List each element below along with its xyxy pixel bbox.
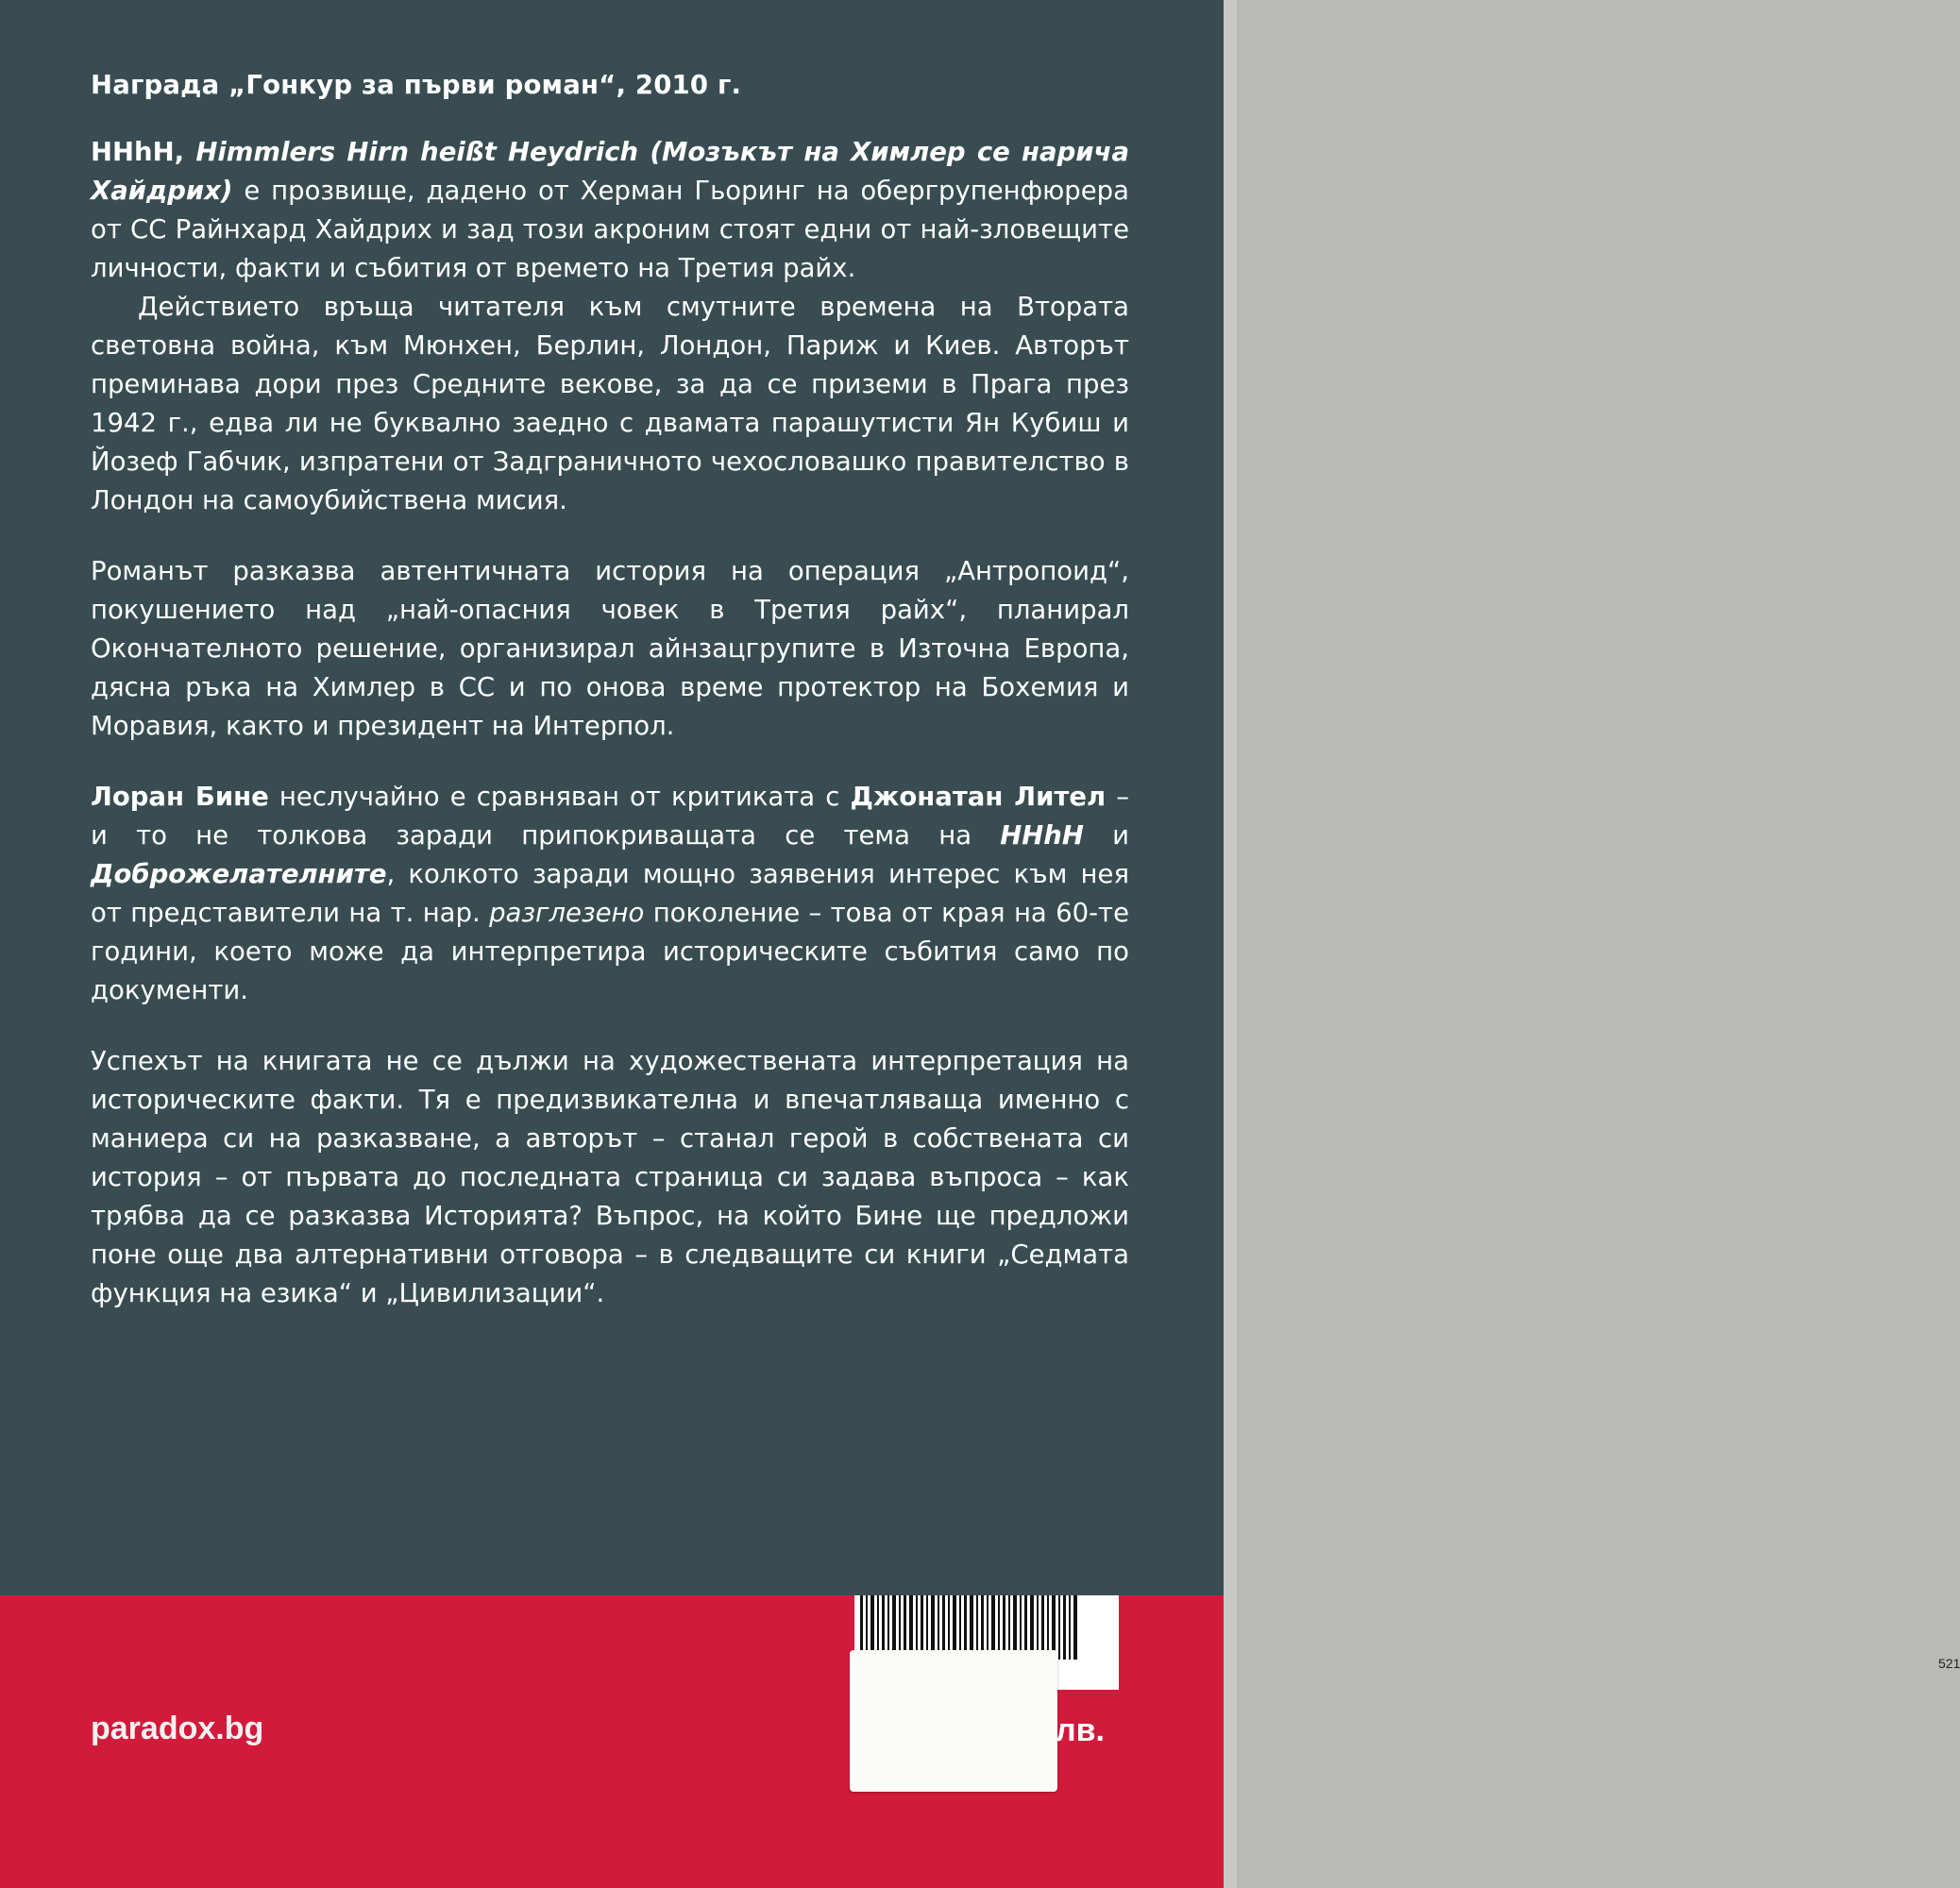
title-acronym: HHhH, [91, 137, 196, 167]
p4-text-d: – и то не толкова заради припокриващата се тема на [91, 782, 1129, 851]
paragraph-4 [91, 778, 1129, 1010]
author-name: Лоран Бине [91, 782, 269, 812]
barcode-digits: 521 [1938, 1656, 1960, 1671]
book-title-hhhh: HHhH [1000, 820, 1084, 851]
paragraph-3: Романът разказва автентичната история на операция „Антропоид“, покушението над „най-опасния човек в Третия райх“, планирал Окончателното решение, организирал айнзацгрупите в Източна Европа, дясна ръка на Химлер в СС и по онова време протектор на Бохемия и Моравия, както и президент на Интерпол. [91, 556, 1129, 741]
blurb [91, 66, 1129, 1313]
footer-band [0, 1595, 1960, 1888]
paragraph-1 [91, 133, 1129, 288]
compared-author: Джонатан Лител [850, 782, 1107, 812]
italic-word: разглезено [489, 898, 645, 928]
paragraph-5: Успехът на книгата не се дължи на художествената интерпретация на историческите факти. Тя е предизвикателна и впечатляваща именно с маниера си на разказване, а авторът – станал герой в собствената си история – от първата до последната страница си задава въпроса – как трябва да се разказва Историята? Въпрос, на който Бине ще предложи поне още два алтернативни отговора – в следващите си книги „Седмата функция на езика“ и „Цивилизации“. [91, 1046, 1129, 1308]
paragraph-1-text: е прозвище, дадено от Херман Гьоринг на обергрупенфюрера от СС Райнхард Хайдрих и зад този акроним стоят едни от най-зловещите личности, факти и събития от времето на Третия райх. [91, 176, 1129, 283]
paragraph-2: Действието връща читателя към смутните времена на Втората световна война, към Мюнхен, Берлин, Лондон, Париж и Киев. Авторът преминава дори през Средните векове, за да се приземи в Прага през 1942 г., едва ли не буквално заедно с двамата парашутисти Ян Кубиш и Йозеф Габчик, изпратени от Задграничното чехословашко правителство в Лондон на самоубийствена мисия. [91, 292, 1129, 515]
p4-text-b: неслучайно е сравняван от критиката с [268, 782, 851, 812]
p4-text-h: , колкото заради мощно заявения интерес към нея от представители на т. нар. [91, 859, 1129, 928]
price-currency: лв. [1056, 1712, 1105, 1748]
publisher-website[interactable]: paradox.bg [91, 1711, 264, 1746]
title-expansion: Himmlers Hirn heißt Heydrich (Мозъкът на Химлер се нарича Хайдрих) [91, 137, 1129, 206]
award-line: Награда „Гонкур за първи роман“, 2010 г. [91, 70, 742, 100]
p4-text-j: поколение – това от края на 60-те години, което може да интерпретира историческите събития само по документи. [91, 898, 1129, 1005]
price-sticker [850, 1650, 1057, 1792]
book-title-kindly-ones: Доброжелателните [91, 859, 387, 889]
p4-text-f: и [1083, 820, 1129, 851]
